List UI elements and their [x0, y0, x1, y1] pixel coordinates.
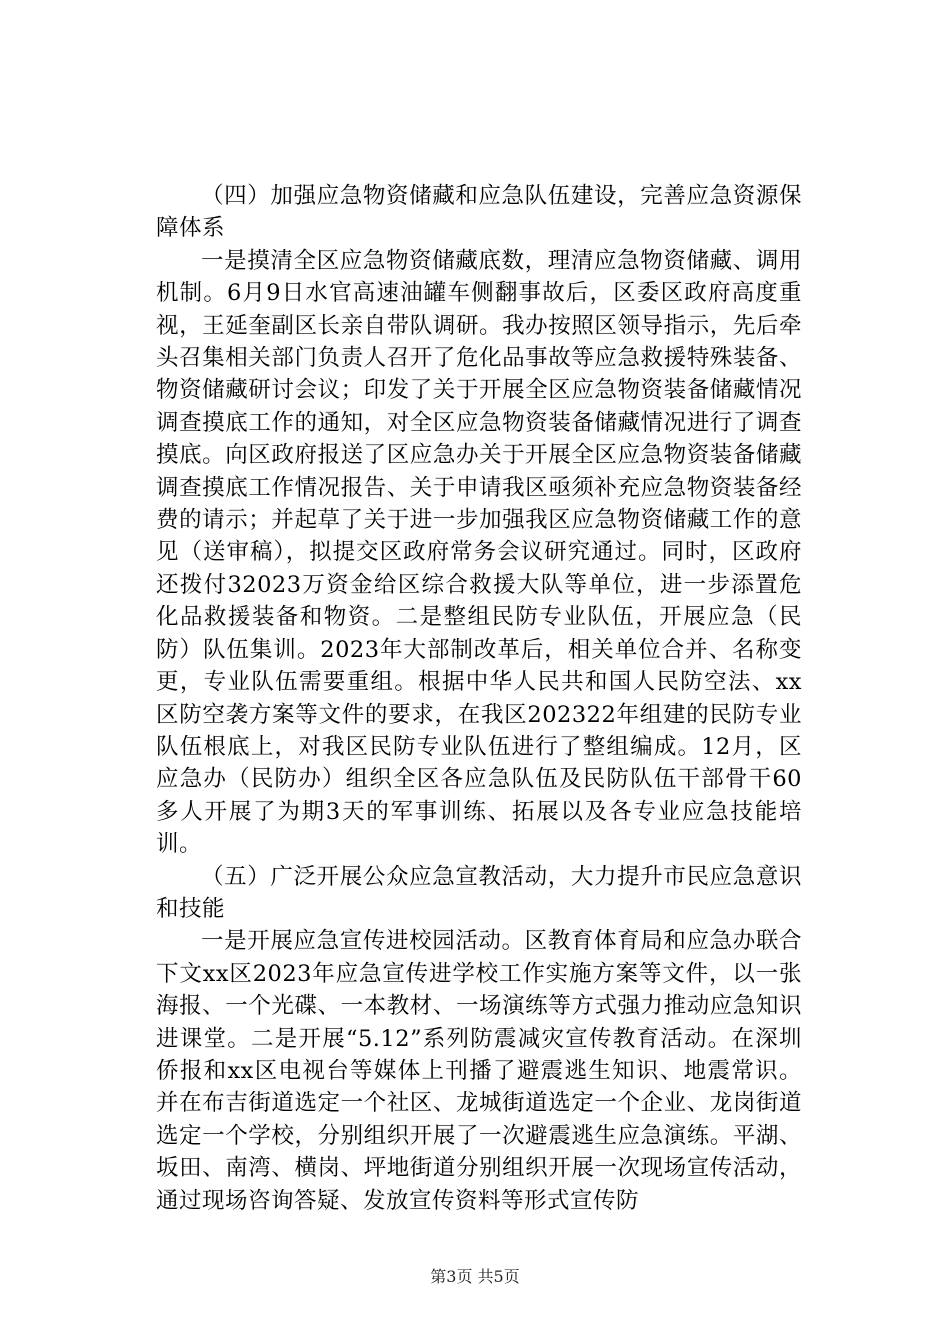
- section-heading-5: （五）广泛开展公众应急宣教活动，大力提升市民应急意识和技能: [156, 863, 802, 922]
- body-paragraph-1: 一是摸清全区应急物资储藏底数，理清应急物资储藏、调用机制。6月9日水官高速油罐车侧翻事故后，区委区政府高度重视，王延奎副区长亲自带队调研。我办按照区领导指示，先后牵头召集相关部门负责人召开了危化品事故等应急救援特殊装备、物资储藏研讨会议；印发了关于开展全区应急物资装备储藏情况调查摸底工作的通知，对全区应急物资装备储藏情况进行了调查摸底。向区政府报送了区应急办关于开展全区应急物资装备储藏调查摸底工作情况报告、关于申请我区亟须补充应急物资装备经费的请示；并起草了关于进一步加强我区应急物资储藏工作的意见（送审稿），拟提交区政府常务会议研究通过。同时，区政府还拨付32023万资金给区综合救援大队等单位，进一步添置危化品救援装备和物资。二是整组民防专业队伍，开展应急（民防）队伍集训。2023年大部制改革后，相关单位合并、名称变更，专业队伍需要重组。根据中华人民共和国人民防空法、xx区防空袭方案等文件的要求，在我区202322年组建的民防专业队伍根底上，对我区民防专业队伍进行了整组编成。12月，区应急办（民防办）组织全区各应急队伍及民防队伍干部骨干60多人开展了为期3天的军事训练、拓展以及各专业应急技能培训。: [156, 247, 802, 858]
- body-paragraph-2: 一是开展应急宣传进校园活动。区教育体育局和应急办联合下文xx区2023年应急宣传进学校工作实施方案等文件，以一张海报、一个光碟、一本教材、一场演练等方式强力推动应急知识进课堂。二是开展“5.12”系列防震减灾宣传教育活动。在深圳侨报和xx区电视台等媒体上刊播了避震逃生知识、地震常识。并在布吉街道选定一个社区、龙城街道选定一个企业、龙岗街道选定一个学校，分别组织开展了一次避震逃生应急演练。平湖、坂田、南湾、横岗、坪地街道分别组织开展一次现场宣传活动，通过现场咨询答疑、发放宣传资料等形式宣传防: [156, 928, 802, 1214]
- section-heading-4: （四）加强应急物资储藏和应急队伍建设，完善应急资源保障体系: [156, 183, 802, 242]
- page-footer: 第3页 共5页: [430, 1267, 520, 1286]
- document-body: [156, 180, 802, 1217]
